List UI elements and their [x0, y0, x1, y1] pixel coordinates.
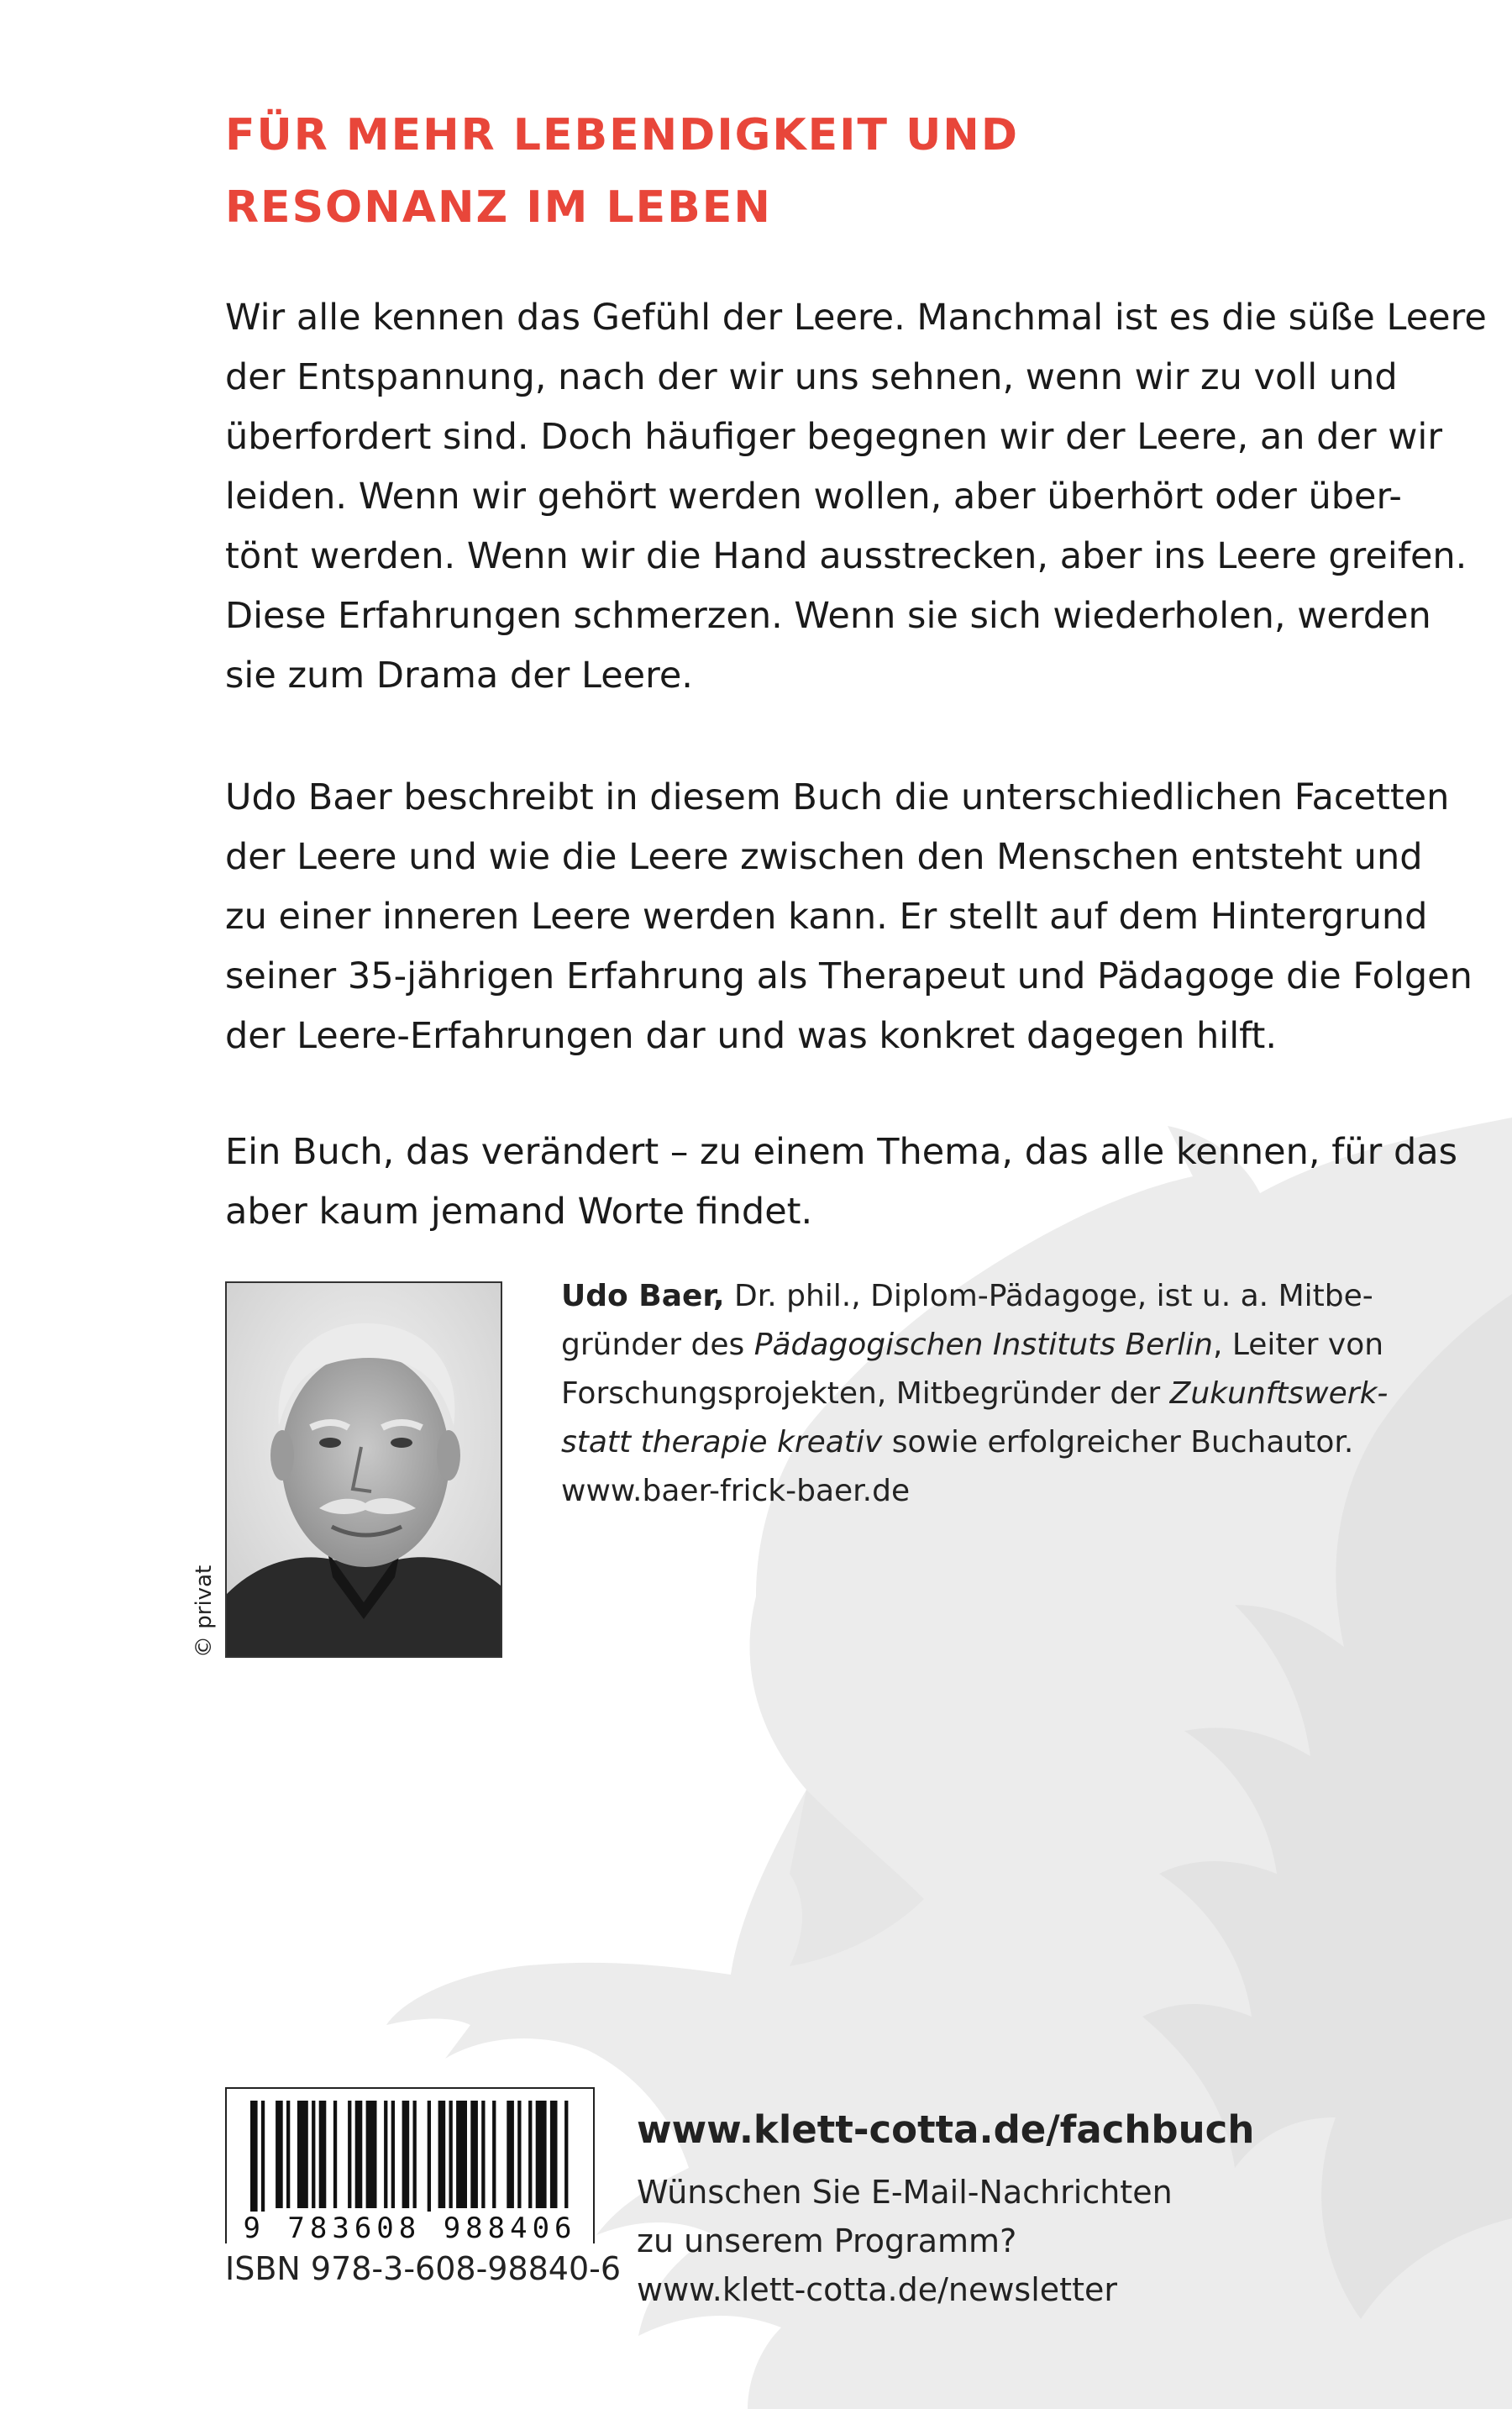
text-line: der Leere-Erfahrungen dar und was konkret dagegen hilft.: [225, 1015, 1278, 1057]
barcode-bar: [402, 2101, 410, 2208]
headline-line: FÜR MEHR LEBENDIGKEIT UND: [225, 110, 1019, 160]
text-line: tönt werden. Wenn wir die Hand ausstrecken, aber ins Leere greifen.: [225, 535, 1467, 577]
barcode-bar: [355, 2101, 363, 2208]
barcode-bar: [507, 2101, 514, 2208]
barcode-bar: [297, 2101, 308, 2208]
text-line: Wir alle kennen das Gefühl der Leere. Manchmal ist es die süße Leere: [225, 297, 1487, 339]
headline-line: RESONANZ IM LEBEN: [225, 182, 772, 233]
publisher-url[interactable]: www.klett-cotta.de/fachbuch: [637, 2107, 1255, 2152]
barcode-bar: [250, 2101, 258, 2227]
barcode-digits: 9 783608 988406: [227, 2212, 593, 2245]
blurb-paragraph-3: [225, 1123, 1457, 1242]
newsletter-text: Wünschen Sie E-Mail-Nachrichten: [637, 2174, 1173, 2211]
barcode-bar: [536, 2101, 547, 2208]
barcode-bar: [286, 2101, 290, 2208]
text-line: der Entspannung, nach der wir uns sehnen, wenn wir zu voll und: [225, 356, 1398, 398]
barcode-bar: [333, 2101, 337, 2208]
barcode-bar: [550, 2101, 558, 2208]
bio-line: Forschungsprojekten, Mitbegründer der Zukunftswerk-: [561, 1376, 1389, 1411]
headline: [225, 99, 1401, 244]
bio-line: gründer des Pädagogischen Instituts Berlin, Leiter von: [561, 1328, 1384, 1362]
barcode-bar: [517, 2101, 521, 2208]
photo-credit: © privat: [192, 1565, 217, 1658]
barcode-bar: [438, 2101, 446, 2208]
barcode-bar: [564, 2101, 568, 2208]
text-line: überfordert sind. Doch häufiger begegnen wir der Leere, an der wir: [225, 416, 1443, 458]
author-bio: [561, 1272, 1452, 1516]
barcode-bar: [261, 2101, 265, 2227]
bio-line: statt therapie kreativ sowie erfolgreicher Buchautor.: [561, 1425, 1354, 1460]
publisher-info: [637, 2101, 1254, 2314]
blurb-paragraph-2: [225, 768, 1473, 1066]
barcode-bar: [428, 2101, 431, 2227]
text-line: der Leere und wie die Leere zwischen den Menschen entsteht und: [225, 836, 1423, 878]
newsletter-text: zu unserem Programm?: [637, 2222, 1017, 2259]
text-line: seiner 35-jährigen Erfahrung als Therapeut und Pädagoge die Folgen: [225, 955, 1473, 997]
barcode-bar: [312, 2101, 315, 2208]
author-photo: [225, 1281, 502, 1658]
blurb-paragraph-1: [225, 288, 1487, 706]
text-line: Udo Baer beschreibt in diesem Buch die unterschiedlichen Facetten: [225, 776, 1450, 818]
barcode-bar: [492, 2101, 496, 2208]
barcode-bar: [470, 2101, 478, 2208]
barcode-bar: [528, 2101, 532, 2208]
barcode-bar: [366, 2101, 377, 2208]
barcode-bar: [319, 2101, 327, 2208]
barcode-bar: [481, 2101, 485, 2208]
text-line: sie zum Drama der Leere.: [225, 655, 693, 697]
text-line: leiden. Wenn wir gehört werden wollen, aber überhört oder über-: [225, 476, 1402, 518]
barcode-bar: [276, 2101, 283, 2208]
barcode-bar: [449, 2101, 453, 2208]
author-name: Udo Baer,: [561, 1279, 725, 1313]
barcode-bar: [384, 2101, 387, 2208]
text-line: zu einer inneren Leere werden kann. Er stellt auf dem Hintergrund: [225, 896, 1428, 938]
barcode-bar: [456, 2101, 467, 2208]
newsletter-url[interactable]: www.klett-cotta.de/newsletter: [637, 2271, 1117, 2308]
text-line: Diese Erfahrungen schmerzen. Wenn sie sich wiederholen, werden: [225, 595, 1431, 637]
barcode-bar: [391, 2101, 395, 2208]
barcode-bar: [348, 2101, 351, 2208]
bio-line: Udo Baer, Dr. phil., Diplom-Pädagoge, ist u. a. Mitbe-: [561, 1279, 1373, 1313]
isbn: ISBN 978-3-608-98840-6: [225, 2250, 622, 2287]
barcode-bar: [413, 2101, 417, 2208]
text-line: Ein Buch, das verändert – zu einem Thema, das alle kennen, für das: [225, 1131, 1457, 1173]
author-website: www.baer-frick-baer.de: [561, 1474, 911, 1508]
text-line: aber kaum jemand Worte findet.: [225, 1191, 813, 1233]
